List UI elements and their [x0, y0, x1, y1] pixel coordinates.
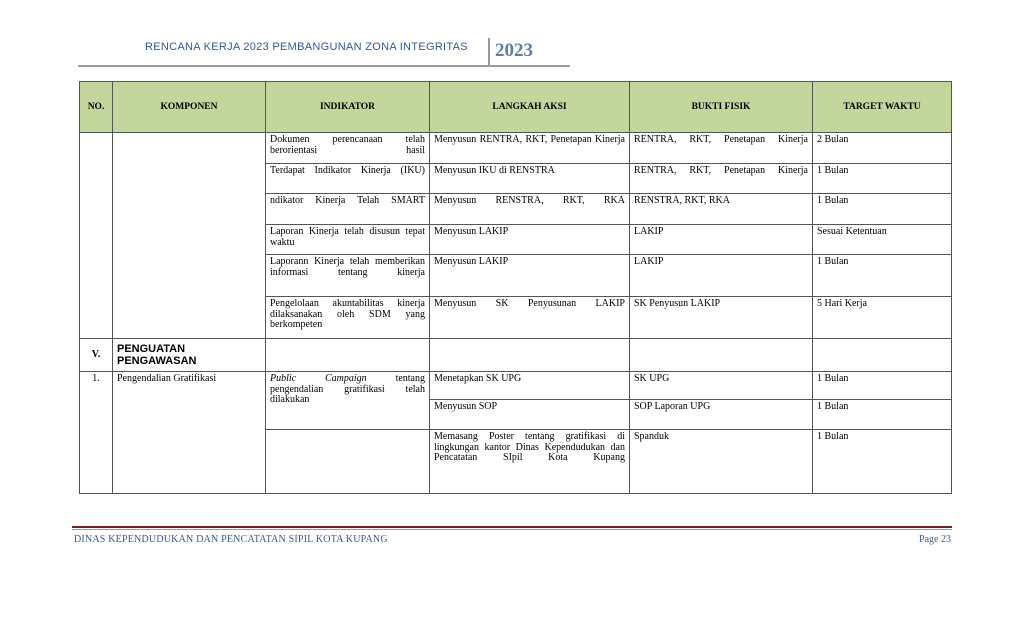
header-title: RENCANA KERJA 2023 PEMBANGUNAN ZONA INTEGRITAS: [145, 41, 468, 53]
cell-indikator: Terdapat Indikator Kinerja (IKU): [266, 164, 430, 194]
cell-bukti: LAKIP: [630, 225, 813, 255]
empty-cell: [813, 339, 952, 372]
cell-indikator: Laporann Kinerja telah memberikan informasi tentang kinerja: [266, 255, 430, 297]
cell-langkah: Menyusun RENTRA, RKT, Penetapan Kinerja: [430, 133, 630, 164]
empty-cell: [430, 339, 630, 372]
cell-bukti: SOP Laporan UPG: [630, 400, 813, 430]
cell-target: 1 Bulan: [813, 372, 952, 400]
section-number: V.: [80, 339, 113, 372]
section-row: [80, 339, 952, 372]
page-number: Page 23: [919, 534, 951, 545]
col-header-no: NO.: [80, 82, 113, 133]
cell-langkah: Menyusun LAKIP: [430, 255, 630, 297]
cell-langkah: Menyusun IKU di RENSTRA: [430, 164, 630, 194]
cell-bukti: RENTRA, RKT, Penetapan Kinerja: [630, 164, 813, 194]
cell-target: 2 Bulan: [813, 133, 952, 164]
work-plan-table: [79, 81, 952, 494]
cell-komponen-empty: [113, 133, 266, 339]
empty-cell: [630, 339, 813, 372]
cell-langkah: Menyusun RENSTRA, RKT, RKA: [430, 194, 630, 225]
cell-no-empty: [80, 133, 113, 339]
cell-langkah: Menyusun SK Penyusunan LAKIP: [430, 297, 630, 339]
cell-bukti: RENTRA, RKT, Penetapan Kinerja: [630, 133, 813, 164]
cell-target: 1 Bulan: [813, 400, 952, 430]
empty-cell: [266, 339, 430, 372]
col-header-langkah-aksi: LANGKAH AKSI: [430, 82, 630, 133]
cell-target: 1 Bulan: [813, 194, 952, 225]
cell-target: 5 Hari Kerja: [813, 297, 952, 339]
table-row: [80, 372, 952, 400]
footer-organization: DINAS KEPENDUDUKAN DAN PENCATATAN SIPIL KOTA KUPANG: [74, 534, 388, 545]
section-label: PENGUATAN PENGAWASAN: [113, 339, 266, 372]
sub-komponen: Pengendalian Gratifikasi: [113, 372, 266, 494]
cell-indikator: ndikator Kinerja Telah SMART: [266, 194, 430, 225]
cell-langkah: Menetapkan SK UPG: [430, 372, 630, 400]
cell-bukti: LAKIP: [630, 255, 813, 297]
cell-indikator: Dokumen perencanaan telah berorientasi hasil: [266, 133, 430, 164]
indikator-rest: tentang pengendalian gratifikasi telah dilakukan: [270, 373, 425, 405]
sub-indikator: [266, 372, 430, 430]
cell-bukti: Spanduk: [630, 430, 813, 494]
col-header-indikator: INDIKATOR: [266, 82, 430, 133]
header-divider: [488, 38, 490, 66]
col-header-komponen: KOMPONEN: [113, 82, 266, 133]
cell-bukti: SK UPG: [630, 372, 813, 400]
cell-target: 1 Bulan: [813, 430, 952, 494]
cell-target: Sesuai Ketentuan: [813, 225, 952, 255]
col-header-target-waktu: TARGET WAKTU: [813, 82, 952, 133]
sub-number: 1.: [80, 372, 113, 494]
empty-cell: [266, 430, 430, 494]
footer-rule-thin: [72, 529, 952, 530]
cell-langkah: Menyusun LAKIP: [430, 225, 630, 255]
table-row: [80, 133, 952, 164]
table-header-row: [80, 82, 952, 133]
cell-target: 1 Bulan: [813, 164, 952, 194]
header-underline: [78, 65, 570, 67]
cell-langkah: Memasang Poster tentang gratifikasi di lingkungan kantor Dinas Kependudukan dan Pencatatan SIpil Kota Kupang: [430, 430, 630, 494]
indikator-italic: Public Campaign: [270, 373, 367, 384]
cell-target: 1 Bulan: [813, 255, 952, 297]
cell-indikator: Pengelolaan akuntabilitas kinerja dilaksanakan oleh SDM yang berkompeten: [266, 297, 430, 339]
cell-bukti: SK Penyusun LAKIP: [630, 297, 813, 339]
cell-langkah: Menyusun SOP: [430, 400, 630, 430]
footer-rule: [72, 526, 952, 528]
col-header-bukti-fisik: BUKTI FISIK: [630, 82, 813, 133]
header-year: 2023: [495, 40, 533, 61]
cell-indikator: Laporan Kinerja telah disusun tepat waktu: [266, 225, 430, 255]
cell-bukti: RENSTRA, RKT, RKA: [630, 194, 813, 225]
